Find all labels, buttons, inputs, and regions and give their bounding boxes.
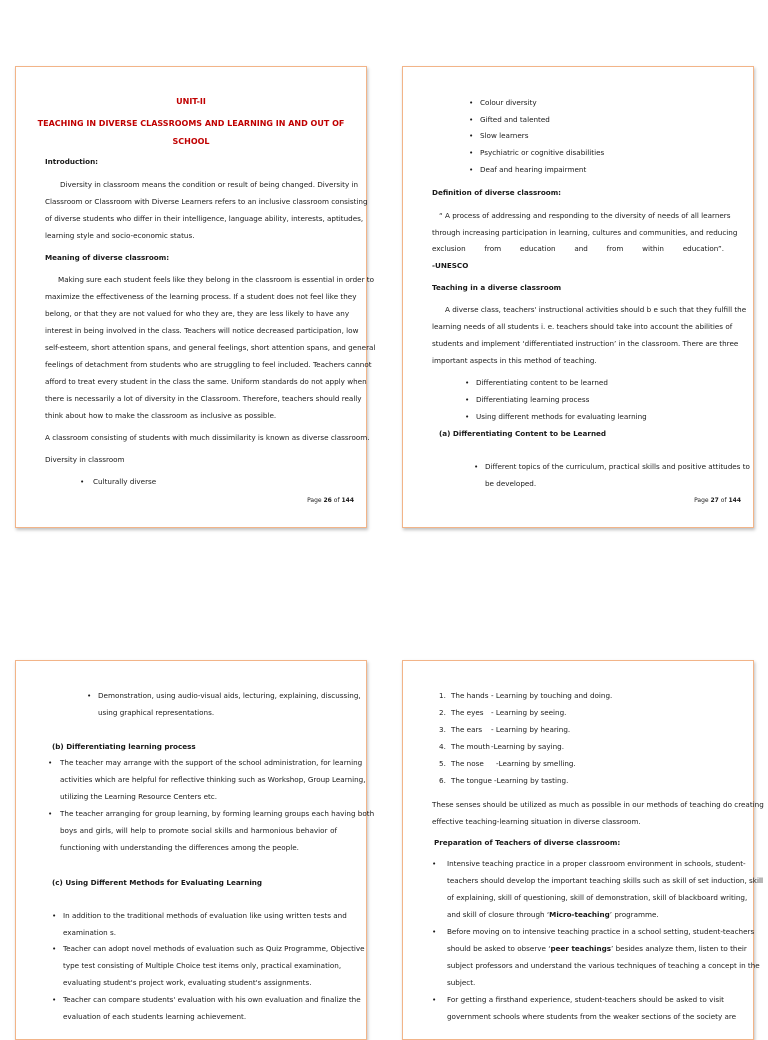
list-item: For getting a firsthand experience, student-teachers should be asked to visit	[447, 995, 724, 1004]
meaning-line: there is necessarily a lot of diversity in the Classroom. Therefore, teachers should really	[45, 394, 362, 403]
list-item-continued: subject professors and understand the various techniques of teaching a concept in the	[447, 961, 760, 970]
intro-line: of diverse students who differ in their intelligence, language ability, interests, aptitudes,	[45, 214, 364, 223]
subheading-b: (b) Differentiating learning process	[52, 742, 196, 751]
document-page-28	[15, 660, 375, 1040]
sense-description: -Learning by saying.	[491, 742, 564, 751]
teaching-line: important aspects in this method of teaching.	[432, 356, 597, 365]
list-number: 6.	[439, 776, 446, 785]
teaching-heading: Teaching in a diverse classroom	[432, 283, 562, 292]
list-item: Differentiating learning process	[476, 395, 590, 404]
list-item: Gifted and talented	[480, 115, 550, 124]
teaching-line: learning needs of all students i. e. teachers should take into account the abilities of	[432, 322, 733, 331]
list-item: Culturally diverse	[93, 477, 157, 486]
bullet-icon: •	[80, 477, 85, 486]
meaning-line: interest in being involved in the class. Teachers will notice decreased participation, low	[45, 326, 359, 335]
bullet-icon: •	[52, 995, 57, 1004]
list-item: The teacher may arrange with the support of the school administration, for learning	[60, 758, 363, 767]
bullet-icon: •	[469, 165, 474, 174]
sense-description: - Learning by seeing.	[491, 708, 567, 717]
unit-label: UNIT-II	[176, 97, 206, 106]
meaning-line: belong, or that they are not valued for who they are, they are less likely to have any	[45, 309, 350, 318]
list-number: 1.	[439, 691, 446, 700]
list-item: Intensive teaching practice in a proper classroom environment in schools, student-	[447, 859, 746, 868]
diversity-heading: Diversity in classroom	[45, 455, 125, 464]
list-item: Teacher can adopt novel methods of evaluation such as Quiz Programme, Objective	[63, 944, 365, 953]
list-number: 2.	[439, 708, 446, 717]
list-item: Before moving on to intensive teaching practice in a school setting, student-teachers	[447, 927, 755, 936]
subheading-a: (a) Differentiating Content to be Learned	[439, 429, 607, 438]
document-page-27	[402, 66, 754, 528]
list-item: Psychiatric or cognitive disabilities	[480, 148, 605, 157]
intro-line: learning style and socio-economic status.	[45, 231, 195, 240]
sense-description: -Learning by tasting.	[494, 776, 569, 785]
list-item: Different topics of the curriculum, practical skills and positive attitudes to	[485, 462, 750, 471]
definition-line: A classroom consisting of students with much dissimilarity is known as diverse classroom.	[45, 433, 370, 442]
meaning-line: feelings of detachment from students who are struggling to feel included. Teachers cannot	[45, 360, 372, 369]
source-unesco: -UNESCO	[432, 261, 469, 270]
list-item-continued: government schools where students from the weaker sections of the society are	[447, 1012, 737, 1021]
list-item-continued: subject.	[447, 978, 476, 987]
bullet-icon: •	[432, 859, 437, 868]
list-item-continued: using graphical representations.	[98, 708, 215, 717]
bullet-icon: •	[465, 395, 470, 404]
list-item-continued: examination s.	[63, 928, 116, 937]
sense-organ: The hands	[451, 691, 489, 700]
definition-heading: Definition of diverse classroom:	[432, 188, 562, 197]
list-item: Using different methods for evaluating learning	[476, 412, 647, 421]
list-item-continued: evaluation of each students learning achievement.	[63, 1012, 247, 1021]
definition-line: “ A process of addressing and responding to the diversity of needs of all learners	[439, 211, 731, 220]
bullet-icon: •	[432, 995, 437, 1004]
senses-paragraph-line: These senses should be utilized as much as possible in our methods of teaching do creating	[432, 800, 764, 809]
chapter-title-line2: SCHOOL	[172, 137, 210, 146]
meaning-heading: Meaning of diverse classroom:	[45, 253, 170, 262]
chapter-title-line1: TEACHING IN DIVERSE CLASSROOMS AND LEARNING IN AND OUT OF	[37, 119, 345, 128]
bullet-icon: •	[469, 131, 474, 140]
sense-organ: The ears	[451, 725, 483, 734]
document-page-29	[402, 660, 764, 1040]
preparation-heading: Preparation of Teachers of diverse classroom:	[434, 838, 621, 847]
sense-organ: The mouth	[451, 742, 490, 751]
list-number: 5.	[439, 759, 446, 768]
bullet-icon: •	[87, 691, 92, 700]
meaning-line: afford to treat every student in the class the same. Uniform standards do not apply when	[45, 377, 367, 386]
list-number: 4.	[439, 742, 446, 751]
list-item-continued: boys and girls, will help to promote social skills and harmonious behavior of	[60, 826, 337, 835]
bullet-icon: •	[469, 115, 474, 124]
list-item: Teacher can compare students' evaluation with his own evaluation and finalize the	[63, 995, 361, 1004]
definition-line: through increasing participation in learning, cultures and communities, and reducing	[432, 228, 738, 237]
list-item-continued: of explaining, skill of questioning, skill of demonstration, skill of blackboard writing,	[447, 893, 748, 902]
definition-last-line: exclusion from education and from within education”.	[432, 244, 724, 253]
list-item: Slow learners	[480, 131, 529, 140]
sense-description: - Learning by touching and doing.	[491, 691, 613, 700]
intro-heading: Introduction:	[45, 157, 99, 166]
subheading-c: (c) Using Different Methods for Evaluating Learning	[52, 878, 263, 887]
bullet-icon: •	[469, 148, 474, 157]
page-number: Page 27 of 144	[694, 497, 741, 504]
sense-organ: The nose	[451, 759, 484, 768]
intro-line: Classroom or Classroom with Diverse Learners refers to an inclusive classroom consisting	[45, 197, 368, 206]
bullet-icon: •	[465, 378, 470, 387]
teaching-line: A diverse class, teachers' instructional activities should b e such that they fulfill the	[445, 305, 747, 314]
list-item-continued: teachers should develop the important teaching skills such as skill of set induction, skill	[447, 876, 763, 885]
list-item-continued: activities which are helpful for reflective thinking such as Workshop, Group Learning,	[60, 775, 366, 784]
sense-organ: The tongue	[451, 776, 492, 785]
list-item: Differentiating content to be learned	[476, 378, 608, 387]
list-item-continued: functioning with understanding the differences among the people.	[60, 843, 299, 852]
list-item-continued: type test consisting of Multiple Choice test items only, practical examination,	[63, 961, 342, 970]
list-item-continued: should be asked to observe ‘peer teachings’ besides analyze them, listen to their	[447, 944, 747, 953]
meaning-line: self-esteem, short attention spans, and general feelings, short attention spans, and general	[45, 343, 376, 352]
bullet-icon: •	[48, 758, 53, 767]
list-item-continued: evaluating student's project work, evaluating student's assignments.	[63, 978, 312, 987]
bullet-icon: •	[48, 809, 53, 818]
sense-organ: The eyes	[451, 708, 484, 717]
list-item: Deaf and hearing impairment	[480, 165, 587, 174]
list-item-continued: utilizing the Learning Resource Centers etc.	[60, 792, 218, 801]
meaning-line: think about how to make the classroom as inclusive as possible.	[45, 411, 277, 420]
list-item-continued: be developed.	[485, 479, 537, 488]
bullet-icon: •	[469, 98, 474, 107]
bullet-icon: •	[52, 944, 57, 953]
list-item: Demonstration, using audio-visual aids, lecturing, explaining, discussing,	[98, 691, 361, 700]
list-item: In addition to the traditional methods of evaluation like using written tests and	[63, 911, 347, 920]
list-number: 3.	[439, 725, 446, 734]
sense-description: - Learning by hearing.	[491, 725, 571, 734]
senses-paragraph-line: effective teaching-learning situation in diverse classroom.	[432, 817, 641, 826]
page-number: Page 26 of 144	[307, 497, 354, 504]
sense-description: -Learning by smelling.	[496, 759, 576, 768]
teaching-line: students and implement ‘differentiated instruction’ in the classroom. There are three	[432, 339, 739, 348]
list-item: Colour diversity	[480, 98, 537, 107]
list-item-continued: and skill of closure through ‘Micro-teaching’ programme.	[447, 910, 659, 919]
intro-line: Diversity in classroom means the condition or result of being changed. Diversity in	[60, 180, 359, 189]
meaning-line: maximize the effectiveness of the learning process. If a student does not feel like they	[45, 292, 357, 301]
bullet-icon: •	[52, 911, 57, 920]
bullet-icon: •	[432, 927, 437, 936]
bullet-icon: •	[465, 412, 470, 421]
bullet-icon: •	[474, 462, 479, 471]
meaning-line: Making sure each student feels like they belong in the classroom is essential in order to	[58, 275, 375, 284]
document-page-26	[15, 66, 376, 528]
list-item: The teacher arranging for group learning, by forming learning groups each having both	[60, 809, 375, 818]
